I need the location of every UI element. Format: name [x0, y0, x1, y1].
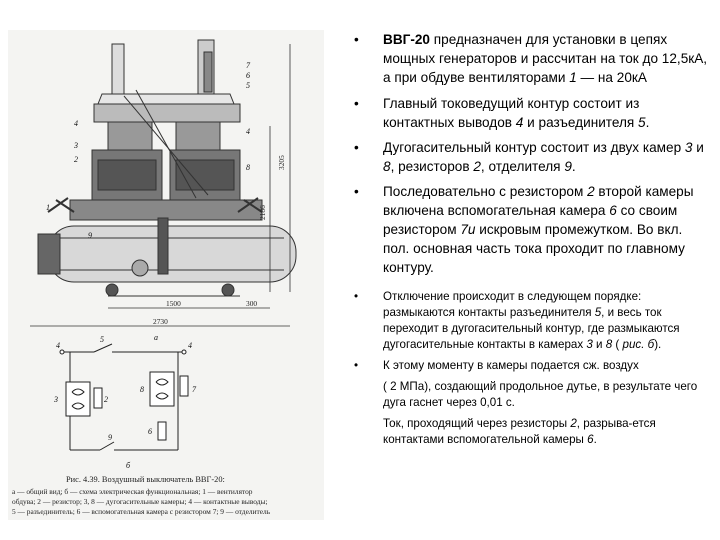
- bullet-dot: •: [354, 32, 359, 47]
- scheme-label-9: 9: [108, 433, 112, 442]
- continuation-paragraph: Ток, проходящий через резисторы 2, разрыва-ется контактами вспомогательной камеры 6.: [383, 417, 656, 446]
- scheme-label-3: 3: [54, 395, 58, 404]
- scheme-label-5: 5: [100, 335, 104, 344]
- scheme-label-7: 7: [192, 385, 196, 394]
- caption-line-3: 5 — разъединитель; 6 — вспомогательная камера с резистором 7; 9 — отделитель: [12, 507, 271, 516]
- bullet-item: • ВВГ-20 предназначен для установки в цепях мощных генераторов и рассчитан на ток до 12,5кА, а при обдуве вентиляторами 1 — на 20кА: [354, 32, 708, 85]
- scheme-label-2: 2: [104, 395, 108, 404]
- dim-span-b: 300: [246, 299, 258, 308]
- part-label-1: 1: [46, 203, 50, 212]
- part-label-9: 9: [88, 231, 92, 240]
- dim-span-a: 1500: [166, 299, 181, 308]
- part-label-4: 4: [246, 127, 250, 136]
- continuation-paragraph: ( 2 МПа), создающий продольное дутье, в результате чего дуга гаснет через 0,01 с.: [383, 380, 698, 409]
- breaker-drawing: [8, 30, 324, 520]
- caption-line-1: а — общий вид; б — схема электрическая функциональная; 1 — вентилятор: [12, 487, 253, 496]
- part-label-5: 5: [246, 81, 250, 90]
- dim-total-height: 3205: [277, 155, 286, 170]
- bullet-dot: •: [354, 184, 359, 199]
- scheme-label-8: 8: [140, 385, 144, 394]
- bullet-item: • Отключение происходит в следующем порядке: размыкаются контакты разъединителя 5, и весь ток переходит в дугогасительный контур, где размыкаются дугогасительные контакты в камерах 3 и 8 ( рис. б).: [354, 290, 680, 351]
- part-label-2: 2: [74, 155, 78, 164]
- bullet-dot: •: [354, 96, 359, 111]
- breaker-figure: [8, 30, 324, 520]
- bullet-dot: •: [354, 140, 359, 155]
- caption-line-2: обдува; 2 — резистор; 3, 8 — дугогасительные камеры; 4 — контактные выводы;: [12, 497, 268, 506]
- part-label-6: 6: [246, 71, 250, 80]
- caption-title: Рис. 4.39. Воздушный выключатель ВВГ-20:: [66, 475, 225, 484]
- bullet-item: • Последовательно с резистором 2 второй камеры включена вспомогательная камера 6 со своим резистором 7и искровым промежутком. Во вкл. пол. основная часть тока проходит по главному контуру.: [354, 184, 694, 275]
- subfig-a-label: а: [154, 333, 158, 342]
- bullet-item: • К этому моменту в камеры подается сж. воздух: [354, 359, 639, 372]
- subfig-b-label: б: [126, 461, 131, 470]
- bullet-dot: •: [354, 359, 359, 372]
- part-label-3: 3: [74, 141, 78, 150]
- bullet-item: • Дугогасительный контур состоит из двух камер 3 и 8, резисторов 2, отделителя 9.: [354, 140, 704, 174]
- part-label-7: 7: [246, 61, 250, 70]
- part-label-8: 8: [246, 163, 250, 172]
- scheme-label-4: 4: [56, 341, 60, 350]
- dim-body-height: 2186: [258, 205, 267, 220]
- text-column: [345, 30, 710, 448]
- part-label-4-left: 4: [74, 119, 78, 128]
- bullet-dot: •: [354, 290, 359, 303]
- bullet-item: • Главный токоведущий контур состоит из контактных выводов 4 и разъединителя 5.: [354, 96, 650, 130]
- scheme-label-6: 6: [148, 427, 152, 436]
- scheme-label-4-right: 4: [188, 341, 192, 350]
- dim-total-width: 2730: [153, 317, 168, 326]
